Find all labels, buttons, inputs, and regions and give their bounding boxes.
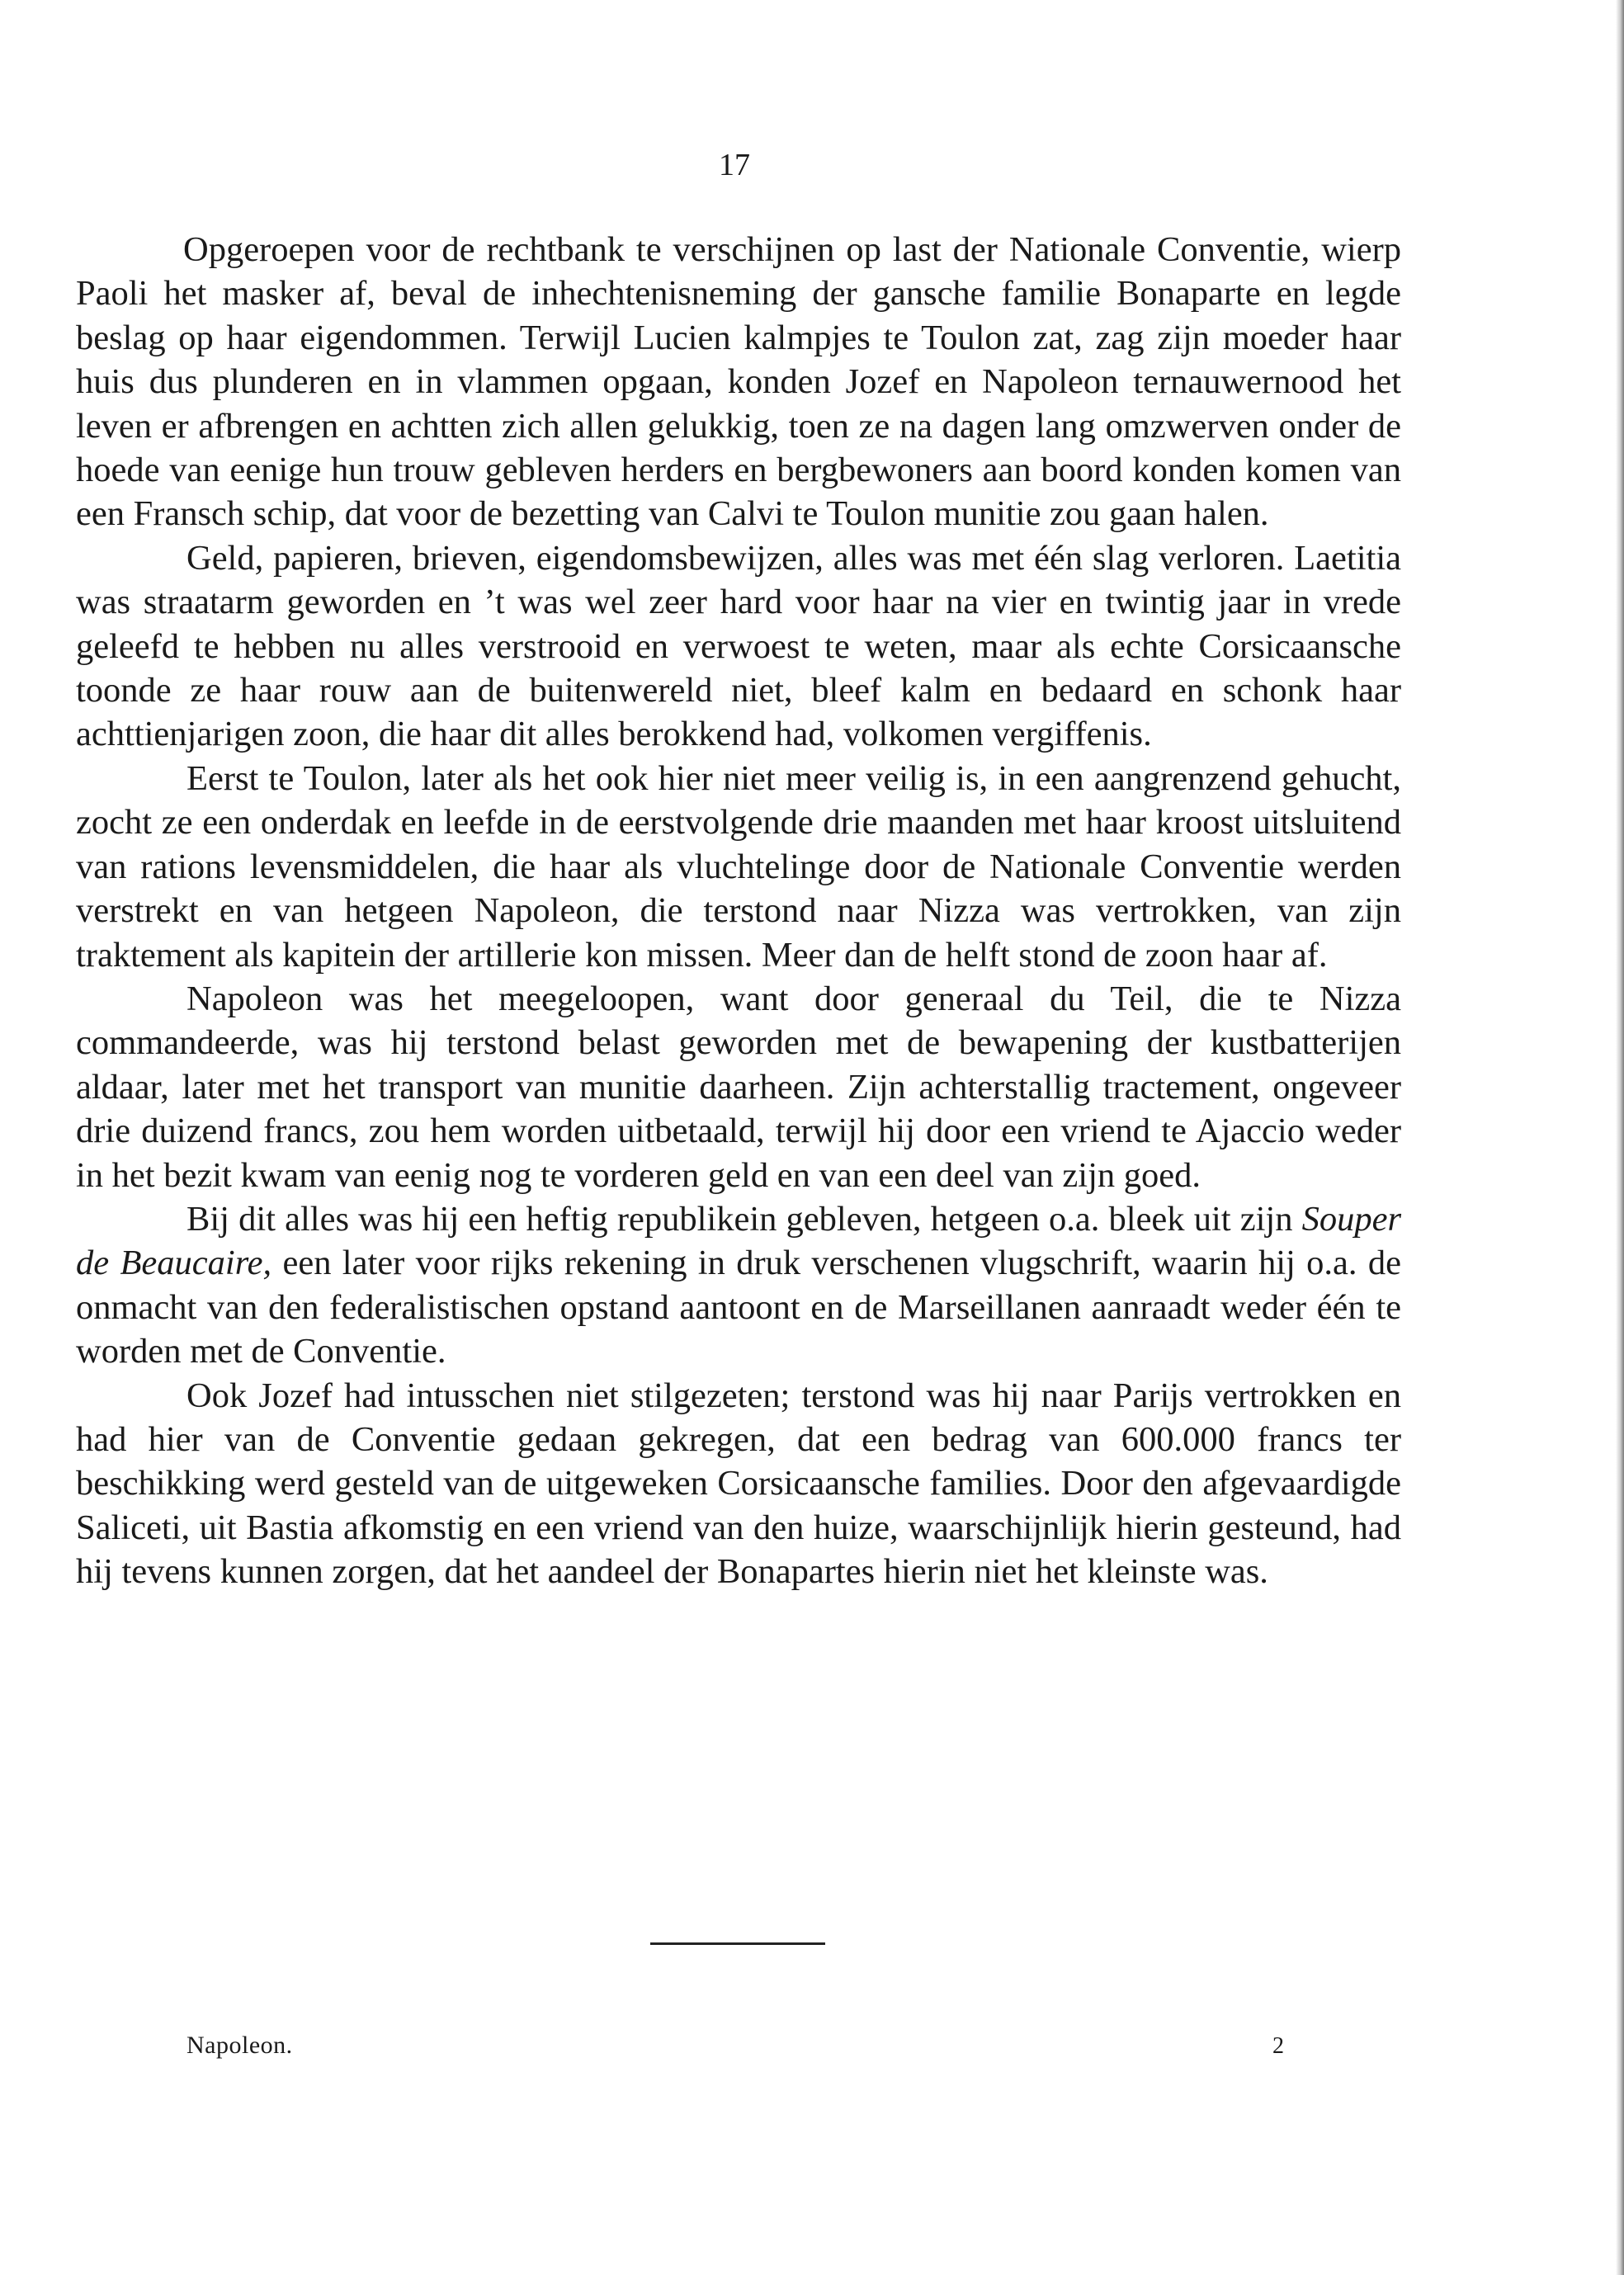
paragraph-5-after: een later voor rijks rekening in druk verschenen vlugschrift, waarin hij o.a. de onmacht van den federalistischen opstand aantoont en de Marseillanen aanraadt weder één te worden met de Conventie. bbox=[76, 1244, 1401, 1371]
page-number: 17 bbox=[719, 148, 750, 182]
footer-book-title: Napoleon. bbox=[186, 2032, 293, 2059]
body-text bbox=[76, 228, 1401, 1594]
footer-signature-mark: 2 bbox=[1272, 2033, 1284, 2059]
book-title-italic: Souper de Beaucaire, bbox=[76, 1199, 1401, 1283]
paragraph-1: Opgeroepen voor de rechtbank te verschijnen op last der Nationale Conventie, wierp Paoli het masker af, beval de inhechtenisneming der gansche familie Bonaparte en legde beslag op haar eigendommen. Terwijl Lucien kalmpjes te Toulon zat, zag zijn moeder haar huis dus plunderen en in vlammen opgaan, konden Jozef en Napoleon ternauwernood het leven er afbrengen en achtten zich allen gelukkig, toen ze na dagen lang omzwerven onder de hoede van eenige hun trouw gebleven herders en bergbewoners aan boord konden komen van een Fransch schip, dat voor de bezetting van Calvi te Toulon munitie zou gaan halen. bbox=[76, 230, 1401, 534]
section-divider bbox=[650, 1942, 825, 1945]
scan-edge bbox=[1616, 0, 1624, 2275]
paragraph-2: Geld, papieren, brieven, eigendomsbewijzen, alles was met één slag verloren. Laetitia was straatarm geworden en ’t was wel zeer hard voor haar na vier en twintig jaar in vrede geleefd te hebben nu alles verstrooid en verwoest te weten, maar als echte Corsicaansche toonde ze haar rouw aan de buitenwereld niet, bleef kalm en bedaard en schonk haar achttienjarigen zoon, die haar dit alles berokkend had, volkomen vergiffenis. bbox=[76, 538, 1401, 754]
paragraph-4: Napoleon was het meegeloopen, want door generaal du Teil, die te Nizza commandeerde, was hij terstond belast geworden met de bewapening der kustbatterijen aldaar, later met het transport van munitie daarheen. Zijn achterstallig tractement, ongeveer drie duizend francs, zou hem worden uitbetaald, terwijl hij door een vriend te Ajaccio weder in het bezit kwam van eenig nog te vorderen geld en van een deel van zijn goed. bbox=[76, 979, 1401, 1195]
paragraph-5-before: Bij dit alles was hij een heftig republikein gebleven, hetgeen o.a. bleek uit zijn bbox=[186, 1199, 1302, 1239]
paragraph-6: Ook Jozef had intusschen niet stilgezeten; terstond was hij naar Parijs vertrokken en had hier van de Conventie gedaan gekregen, dat een bedrag van 600.000 francs ter beschikking werd gesteld van de uitgeweken Corsicaansche families. Door den afgevaardigde Saliceti, uit Bastia afkomstig en een vriend van den huize, waarschijnlijk hierin gesteund, had hij tevens kunnen zorgen, dat het aandeel der Bonapartes hierin niet het kleinste was. bbox=[76, 1376, 1401, 1592]
paragraph-3: Eerst te Toulon, later als het ook hier niet meer veilig is, in een aangrenzend gehucht, zocht ze een onderdak en leefde in de eerstvolgende drie maanden met haar kroost uitsluitend van rations levensmiddelen, die haar als vluchtelinge door de Nationale Conventie werden verstrekt en van hetgeen Napoleon, die terstond naar Nizza was vertrokken, van zijn traktement als kapitein der artillerie kon missen. Meer dan de helft stond de zoon haar af. bbox=[76, 758, 1401, 975]
paragraph-5 bbox=[76, 1197, 1401, 1374]
